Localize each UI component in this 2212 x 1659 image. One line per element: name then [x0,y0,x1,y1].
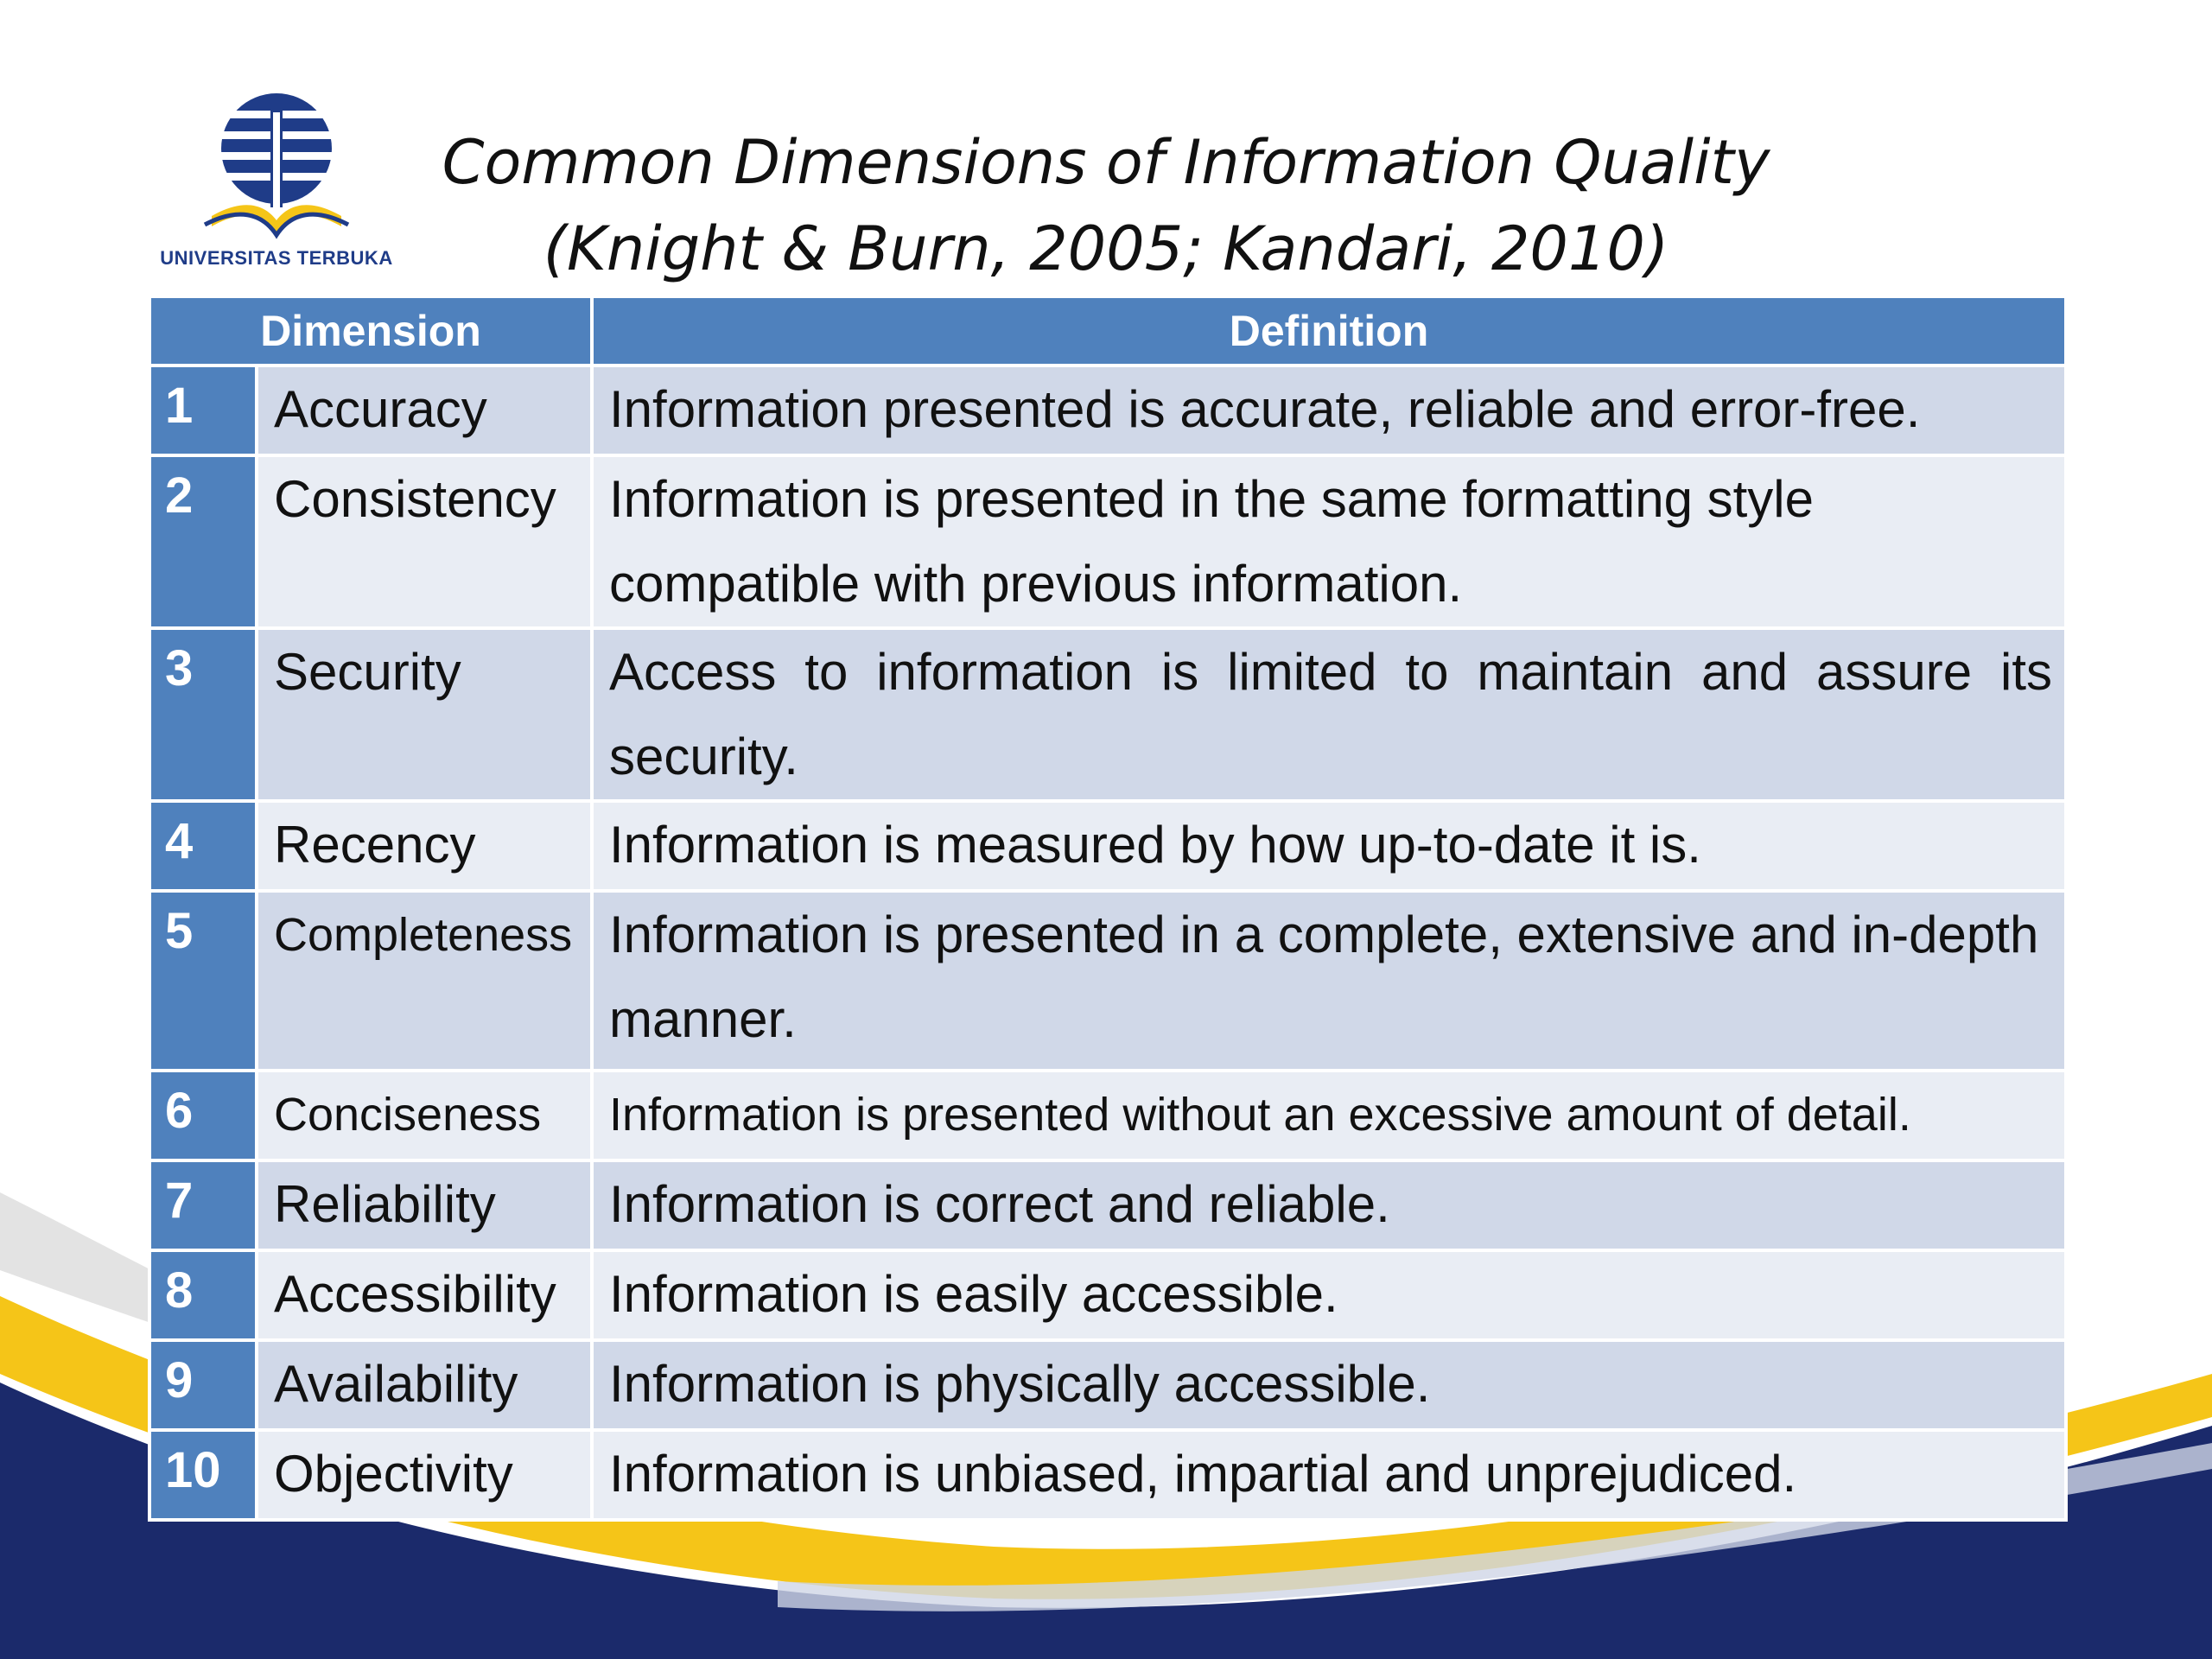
row-number: 9 [149,1340,257,1430]
table-header-row [149,296,2066,365]
definition-cell: Information is presented in a complete, extensive and in-depth manner. [592,891,2066,1071]
table-row [149,628,2066,801]
dimension-cell: Recency [257,801,592,891]
row-number: 2 [149,455,257,628]
definition-cell: Access to information is limited to maintain and assure its security. [592,628,2066,801]
slide-title [415,119,1797,292]
row-number: 5 [149,891,257,1071]
definition-cell: Information is presented without an excessive amount of detail. [592,1071,2066,1160]
row-number: 10 [149,1430,257,1520]
row-number: 4 [149,801,257,891]
definition-cell: Information is physically accessible. [592,1340,2066,1430]
table-row [149,891,2066,1071]
table-row [149,1160,2066,1250]
row-number: 8 [149,1250,257,1340]
header-definition: Definition [592,296,2066,365]
logo-emblem-icon [160,86,393,251]
dimension-cell: Reliability [257,1160,592,1250]
definition-cell: Information is presented in the same formatting style compatible with previous information. [592,455,2066,628]
row-number: 1 [149,365,257,455]
row-number: 6 [149,1071,257,1160]
definition-cell: Information is measured by how up-to-date it is. [592,801,2066,891]
definition-cell: Information is correct and reliable. [592,1160,2066,1250]
definition-cell: Information is easily accessible. [592,1250,2066,1340]
definition-cell: Information presented is accurate, reliable and error-free. [592,365,2066,455]
definition-cell: Information is unbiased, impartial and unprejudiced. [592,1430,2066,1520]
table-row [149,365,2066,455]
header-dimension: Dimension [149,296,592,365]
logo-text: UNIVERSITAS TERBUKA [160,247,393,269]
table-row [149,1340,2066,1430]
dimension-cell: Security [257,628,592,801]
title-line-2: (Knight & Burn, 2005; Kandari, 2010) [543,213,1669,284]
table-row [149,801,2066,891]
dimension-cell: Accuracy [257,365,592,455]
dimension-cell: Completeness [257,891,592,1071]
dimension-cell: Availability [257,1340,592,1430]
row-number: 7 [149,1160,257,1250]
dimension-cell: Accessibility [257,1250,592,1340]
dimension-cell: Consistency [257,455,592,628]
quality-dimensions-table [148,295,2068,1522]
row-number: 3 [149,628,257,801]
dimension-cell: Conciseness [257,1071,592,1160]
title-line-1: Common Dimensions of Information Quality [442,127,1770,198]
table-row [149,1071,2066,1160]
table-row [149,1250,2066,1340]
table-row [149,1430,2066,1520]
university-logo [160,86,393,285]
table-row [149,455,2066,628]
dimension-cell: Objectivity [257,1430,592,1520]
